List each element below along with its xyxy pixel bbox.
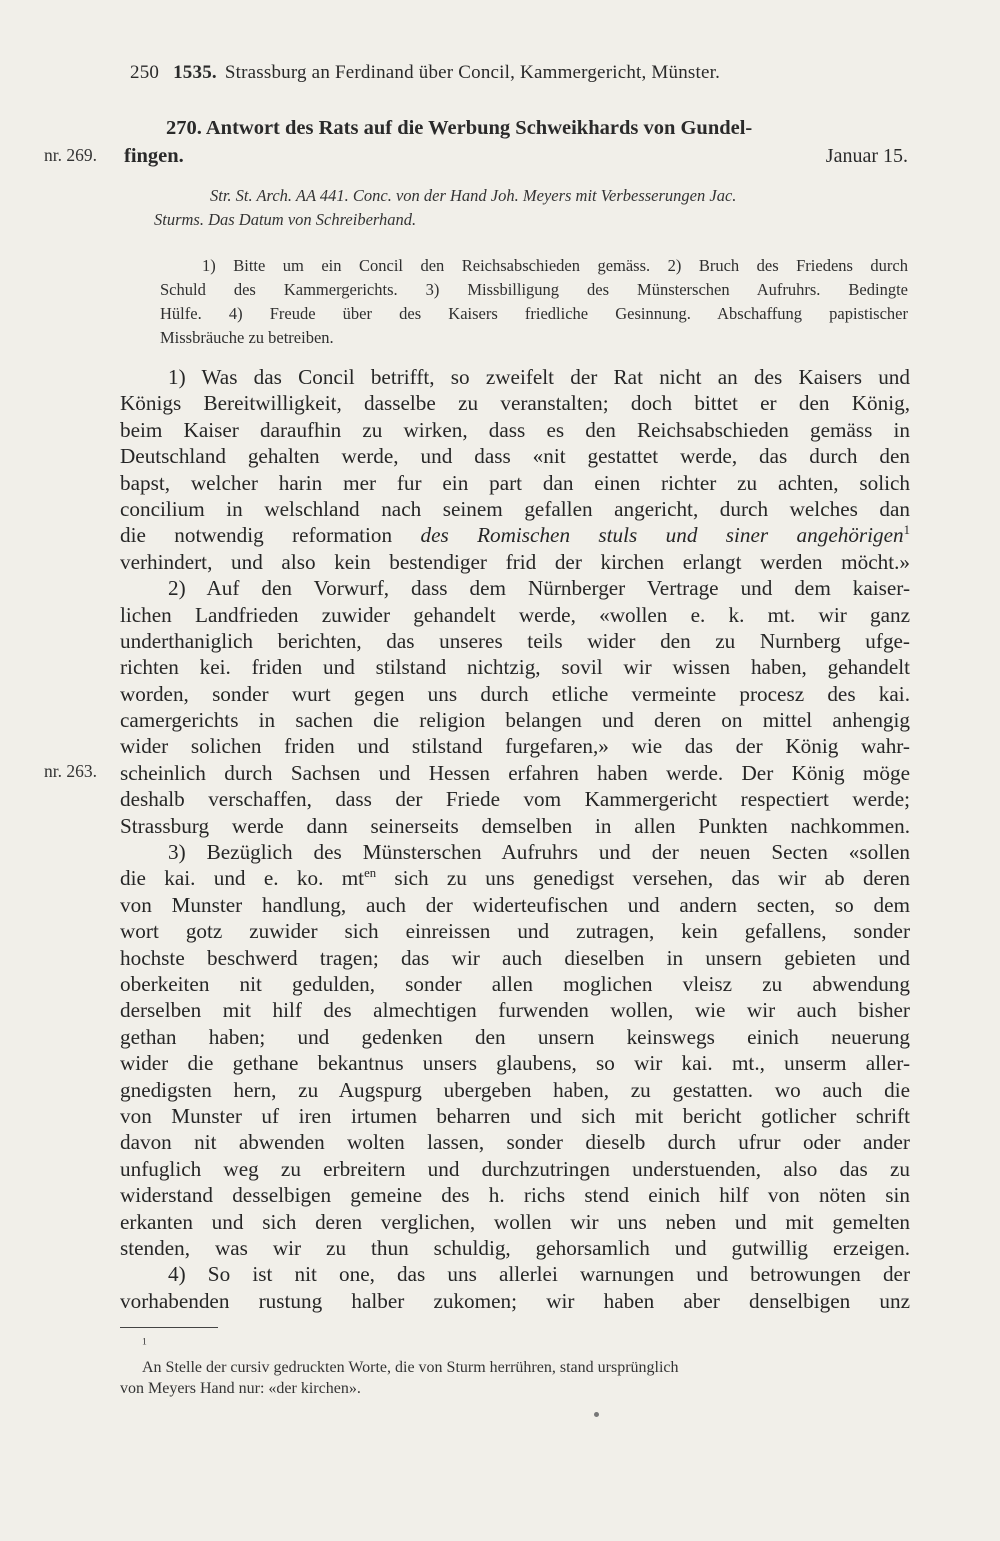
body-line: wider solichen friden und stilstand furgefaren,» wie das der König wahr- (120, 734, 910, 759)
summary (160, 254, 908, 350)
footnote-line-1 (120, 1336, 900, 1378)
body-line: camergerichts in sachen die religion belangen und deren on mittel anhengig (120, 708, 910, 733)
body-line: 3) Bezüglich des Münsterschen Aufruhrs und der neuen Secten «sollen (168, 840, 910, 865)
body-line: Königs Bereitwilligkeit, dasselbe zu veranstalten; doch bittet er den König, (120, 391, 910, 416)
body-line-with-superscript (120, 865, 910, 891)
body-line: 2) Auf den Vorwurf, dass dem Nürnberger Vertrage und dem kaiser- (168, 576, 910, 601)
italic-phrase: des Romischen stuls und siner angehörigen (420, 523, 904, 548)
body-line: Deutschland gehalten werde, und dass «nit gestattet werde, das durch den (120, 444, 910, 469)
running-head (130, 62, 910, 84)
ink-speck (594, 1412, 599, 1417)
body-line: stenden, was wir zu thun schuldig, gehorsamlich und gutwillig erzeigen. (120, 1235, 910, 1260)
footnote-rule (120, 1327, 218, 1328)
running-head-year: 1535. (173, 62, 217, 83)
document-date: Januar 15. (825, 145, 908, 167)
body-line: hochste beschwerd tragen; das wir auch dieselben in unsern gebieten und (120, 945, 910, 970)
body-line: underthaniglich berichten, das unseres teils wider den zu Nurnberg ufge- (120, 628, 910, 653)
body-line: oberkeiten nit gedulden, sonder allen moglichen vleisz zu abwendung (120, 971, 910, 996)
body-line: lichen Landfrieden zuwider gehandelt werde, «wollen e. k. mt. wir ganz (120, 602, 910, 627)
body-line: worden, sonder wurt gegen uns durch etliche vermeinte procesz des kai. (120, 681, 910, 706)
body-line: vorhabenden rustung halber zukomen; wir haben aber denselbigen unz (120, 1288, 910, 1313)
body-line: 4) So ist nit one, das uns allerlei warnungen und betrowungen der (168, 1262, 910, 1287)
body-line: widerstand desselbigen gemeine des h. richs stend einich hilf von nöten sin (120, 1183, 910, 1208)
footnote-line-2: von Meyers Hand nur: «der kirchen». (120, 1380, 361, 1397)
body-line-with-italic (120, 522, 910, 548)
document-title-line-1: 270. Antwort des Rats auf die Werbung Schweikhards von Gundel- (166, 117, 753, 139)
margin-note-body-ref: nr. 263. (44, 761, 97, 781)
margin-note-title-ref: nr. 269. (44, 145, 97, 165)
summary-line: Schuld des Kammergerichts. 3) Missbilligung des Münsterschen Aufruhrs. Bedingte (160, 280, 908, 299)
body-line: erkanten und sich deren verglichen, wollen wir uns neben und mit gemelten (120, 1209, 910, 1234)
body-text (120, 364, 910, 1314)
body-line: wider die gethane bekantnus unsers glaubens, so wir kai. mt., unserm aller- (120, 1051, 910, 1076)
footnote-line-1-text: An Stelle der cursiv gedruckten Worte, die von Sturm herrühren, stand ursprünglich (142, 1359, 679, 1376)
body-line: beim Kaiser daraufhin zu wirken, dass es den Reichsabschieden gemäss in (120, 417, 910, 442)
footnote-mark: 1 (142, 1336, 147, 1348)
summary-line: 1) Bitte um ein Concil den Reichsabschieden gemäss. 2) Bruch des Friedens durch (202, 256, 908, 275)
footnote-reference: 1 (903, 523, 911, 538)
document-title-line-2-text: fingen. (124, 145, 184, 167)
footnote (120, 1336, 900, 1399)
body-line: deshalb verschaffen, dass der Friede vom Kammergericht respectiert werde; (120, 787, 910, 812)
source-line-2: Sturms. Das Datum von Schreiberhand. (154, 210, 417, 229)
body-line: von Munster handlung, auch der widerteufischen und andern secten, so dem (120, 892, 910, 917)
body-line: Strassburg werde dann seinerseits demselben in allen Punkten nachkommen. (120, 813, 910, 838)
body-line: gnedigsten hern, zu Augspurg ubergeben haben, zu gestatten. wo auch die (120, 1077, 910, 1102)
superscript-abbreviation: en (364, 866, 377, 881)
body-line: wort gotz zuwider sich einreissen und zutragen, kein gefallens, sonder (120, 919, 910, 944)
page-number: 250 (130, 62, 160, 83)
document-title (124, 114, 908, 170)
summary-line: Hülfe. 4) Freude über des Kaisers friedliche Gesinnung. Abschaffung papistischer (160, 304, 908, 323)
body-line: davon nit abwenden wolten lassen, sonder dieselb durch ufrur oder ander (120, 1130, 910, 1155)
body-line: scheinlich durch Sachsen und Hessen erfahren haben werde. Der König möge (120, 760, 910, 785)
body-line: derselben mit hilf des almechtigen furwenden wollen, wie wir auch bisher (120, 998, 910, 1023)
body-line: bapst, welcher harin mer fur ein part dan einen richter zu achten, solich (120, 470, 910, 495)
body-line: unfuglich weg zu erbreitern und durchzutringen understuenden, also das zu (120, 1156, 910, 1181)
document-title-line-2 (124, 142, 908, 170)
body-line-text: die notwendig reformation (120, 523, 393, 548)
body-line: concilium in welschland nach seinem gefallen angericht, durch welches dan (120, 496, 910, 521)
source-note (154, 184, 908, 232)
body-line: richten kei. friden und stilstand nichtzig, sovil wir wissen haben, gehandelt (120, 655, 910, 680)
body-line: 1) Was das Concil betrifft, so zweifelt der Rat nicht an des Kaisers und (168, 365, 910, 389)
body-line: verhindert, und also kein bestendiger frid der kirchen erlangt werden möcht.» (120, 549, 910, 574)
summary-line: Missbräuche zu betreiben. (160, 328, 334, 347)
body-line: von Munster uf iren irtumen beharren und sich mit bericht gotlicher schrift (120, 1103, 910, 1128)
running-head-title: Strassburg an Ferdinand über Concil, Kammergericht, Münster. (224, 62, 721, 83)
body-line: gethan haben; und gedenken den unsern keinswegs einich neuerung (120, 1024, 910, 1049)
body-line-text-continued: sich zu uns genedigst versehen, das wir ab deren (376, 866, 910, 891)
source-line-1: Str. St. Arch. AA 441. Conc. von der Hand Joh. Meyers mit Verbesserungen Jac. (210, 186, 737, 205)
body-line-text: die kai. und e. ko. mt (120, 866, 365, 891)
